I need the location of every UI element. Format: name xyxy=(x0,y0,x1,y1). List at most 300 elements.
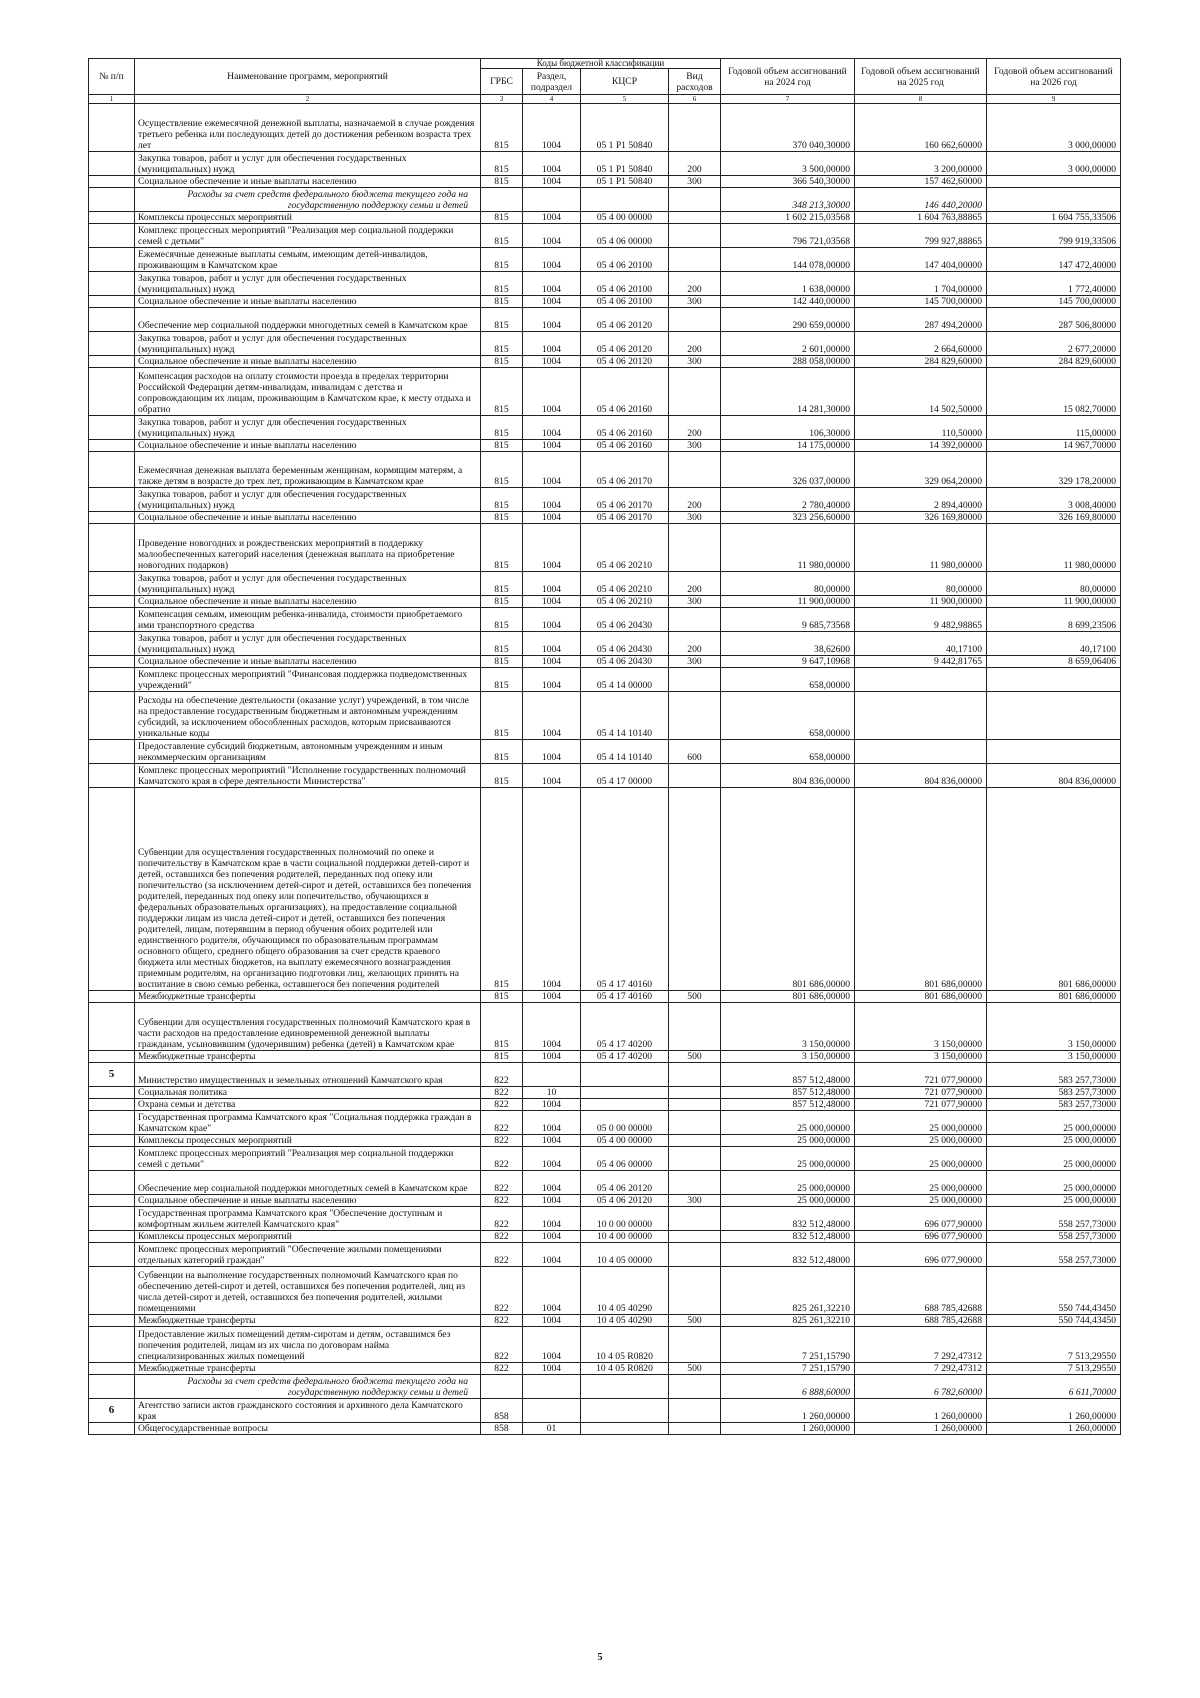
header-vid: Вид расходов xyxy=(669,69,721,95)
row-name: Комплекс процессных мероприятий "Исполнение государственных полномочий Камчатского края в сфере деятельности Министерства" xyxy=(135,764,481,788)
row-amount-2024: 25 000,00000 xyxy=(721,1111,855,1135)
row-kcsr xyxy=(581,1063,669,1087)
row-vid xyxy=(669,104,721,152)
row-razdel: 1004 xyxy=(523,1003,581,1051)
row-vid: 200 xyxy=(669,488,721,512)
row-grbs: 815 xyxy=(481,212,523,224)
row-amount-2025: 1 260,00000 xyxy=(855,1423,987,1435)
row-vid xyxy=(669,764,721,788)
row-grbs: 815 xyxy=(481,1003,523,1051)
row-amount-2026: 3 150,00000 xyxy=(987,1003,1121,1051)
row-amount-2025: 284 829,60000 xyxy=(855,356,987,368)
row-kcsr: 05 4 17 40160 xyxy=(581,991,669,1003)
row-razdel: 1004 xyxy=(523,572,581,596)
row-amount-2026: 3 008,40000 xyxy=(987,488,1121,512)
row-amount-2024: 1 602 215,03568 xyxy=(721,212,855,224)
row-amount-2024: 288 058,00000 xyxy=(721,356,855,368)
row-amount-2026: 801 686,00000 xyxy=(987,788,1121,991)
row-razdel: 1004 xyxy=(523,1363,581,1375)
row-amount-2024: 11 980,00000 xyxy=(721,524,855,572)
row-amount-2026: 2 677,20000 xyxy=(987,332,1121,356)
row-grbs: 858 xyxy=(481,1399,523,1423)
column-number: 8 xyxy=(855,95,987,104)
table-row xyxy=(89,452,1121,488)
row-amount-2025: 1 260,00000 xyxy=(855,1399,987,1423)
row-name: Ежемесячная денежная выплата беременным женщинам, кормящим матерям, а также детям в возрасте до трех лет, проживающим в Камчатском крае xyxy=(135,452,481,488)
row-grbs: 815 xyxy=(481,596,523,608)
table-row xyxy=(89,1171,1121,1195)
table-row xyxy=(89,1099,1121,1111)
row-name: Расходы за счет средств федерального бюджета текущего года на государственную поддержку семьи и детей xyxy=(135,1375,481,1399)
row-kcsr: 05 4 06 20170 xyxy=(581,452,669,488)
row-razdel: 1004 xyxy=(523,152,581,176)
row-number xyxy=(89,608,135,632)
row-grbs: 822 xyxy=(481,1099,523,1111)
row-amount-2026: 7 513,29550 xyxy=(987,1327,1121,1363)
row-amount-2024: 25 000,00000 xyxy=(721,1135,855,1147)
row-amount-2025: 3 150,00000 xyxy=(855,1051,987,1063)
row-razdel: 1004 xyxy=(523,104,581,152)
row-razdel: 1004 xyxy=(523,368,581,416)
row-kcsr: 05 4 14 00000 xyxy=(581,668,669,692)
row-vid: 300 xyxy=(669,1195,721,1207)
row-amount-2025: 9 442,81765 xyxy=(855,656,987,668)
row-amount-2026 xyxy=(987,740,1121,764)
row-amount-2024: 326 037,00000 xyxy=(721,452,855,488)
row-vid: 200 xyxy=(669,332,721,356)
table-row xyxy=(89,272,1121,296)
row-amount-2024: 832 512,48000 xyxy=(721,1243,855,1267)
column-number-row xyxy=(89,95,1121,104)
row-razdel: 1004 xyxy=(523,1111,581,1135)
column-number: 4 xyxy=(523,95,581,104)
row-amount-2024: 144 078,00000 xyxy=(721,248,855,272)
row-kcsr: 05 4 06 20160 xyxy=(581,368,669,416)
row-number xyxy=(89,296,135,308)
row-vid: 500 xyxy=(669,1363,721,1375)
row-amount-2024: 80,00000 xyxy=(721,572,855,596)
table-row xyxy=(89,1423,1121,1435)
row-number xyxy=(89,1003,135,1051)
row-vid xyxy=(669,1231,721,1243)
row-grbs: 815 xyxy=(481,512,523,524)
row-amount-2026: 15 082,70000 xyxy=(987,368,1121,416)
row-number: 6 xyxy=(89,1399,135,1423)
row-vid xyxy=(669,1327,721,1363)
row-grbs: 815 xyxy=(481,224,523,248)
row-amount-2026: 40,17100 xyxy=(987,632,1121,656)
row-number xyxy=(89,764,135,788)
row-number xyxy=(89,1195,135,1207)
row-amount-2026: 3 150,00000 xyxy=(987,1051,1121,1063)
row-name: Закупка товаров, работ и услуг для обеспечения государственных (муниципальных) нужд xyxy=(135,152,481,176)
row-number xyxy=(89,332,135,356)
row-name: Предоставление жилых помещений детям-сиротам и детям, оставшимся без попечения родителей, лицам из их числа по договорам найма специализированных жилых помещений xyxy=(135,1327,481,1363)
table-row xyxy=(89,152,1121,176)
row-amount-2025: 7 292,47312 xyxy=(855,1327,987,1363)
row-amount-2026 xyxy=(987,176,1121,188)
row-amount-2026: 1 772,40000 xyxy=(987,272,1121,296)
row-kcsr: 05 1 P1 50840 xyxy=(581,104,669,152)
row-amount-2025: 721 077,90000 xyxy=(855,1087,987,1099)
row-vid: 300 xyxy=(669,296,721,308)
row-grbs: 815 xyxy=(481,296,523,308)
row-name: Межбюджетные трансферты xyxy=(135,1051,481,1063)
row-number xyxy=(89,668,135,692)
row-grbs: 822 xyxy=(481,1195,523,1207)
budget-document xyxy=(88,58,1120,1435)
table-row xyxy=(89,176,1121,188)
row-amount-2024: 7 251,15790 xyxy=(721,1363,855,1375)
row-name: Субвенции для осуществления государственных полномочий по опеке и попечительству в Камчатском крае в части социальной поддержки детей-сирот и детей, оставшихся без попечения родителей, переданных под опеку или попечительство (за исключением детей-сирот и детей, оставшихся без попечения родителей, переданных под опеку или попечительство, обучающихся в федеральных образовательных организациях), на предоставление социальной поддержки лицам из числа детей-сирот и детей, оставшихся без попечения родителей, лицам, потерявшим в период обучения обоих родителей или единственного родителя, обучающимся по образовательным программам основного общего, среднего общего образования за счет средств краевого бюджета или местных бюджетов, на выплату ежемесячного вознаграждения приемным родителям, на организацию подготовки лиц, желающих принять на воспитание в свою семью ребенка, оставшегося без попечения родителей xyxy=(135,788,481,991)
row-amount-2026: 3 000,00000 xyxy=(987,152,1121,176)
table-row xyxy=(89,224,1121,248)
table-row xyxy=(89,1195,1121,1207)
row-name: Социальное обеспечение и иные выплаты населению xyxy=(135,356,481,368)
row-amount-2025: 80,00000 xyxy=(855,572,987,596)
row-grbs: 822 xyxy=(481,1267,523,1315)
row-kcsr: 10 4 05 R0820 xyxy=(581,1363,669,1375)
header-grbs: ГРБС xyxy=(481,69,523,95)
row-amount-2024: 14 175,00000 xyxy=(721,440,855,452)
row-amount-2026: 558 257,73000 xyxy=(987,1207,1121,1231)
row-name: Субвенции для осуществления государственных полномочий Камчатского края в части расходов на предоставление единовременной денежной выплаты гражданам, усыновившим (удочерившим) ребенка (детей) в Камчатском крае xyxy=(135,1003,481,1051)
row-amount-2026: 80,00000 xyxy=(987,572,1121,596)
row-number xyxy=(89,596,135,608)
table-row xyxy=(89,188,1121,212)
row-vid: 600 xyxy=(669,740,721,764)
row-razdel: 1004 xyxy=(523,512,581,524)
row-vid: 300 xyxy=(669,440,721,452)
header-2026: Годовой объем ассигнований на 2026 год xyxy=(987,59,1121,95)
table-row xyxy=(89,1363,1121,1375)
row-amount-2026: 7 513,29550 xyxy=(987,1363,1121,1375)
row-vid: 300 xyxy=(669,356,721,368)
table-row xyxy=(89,656,1121,668)
row-razdel: 1004 xyxy=(523,248,581,272)
row-vid xyxy=(669,212,721,224)
row-amount-2026: 329 178,20000 xyxy=(987,452,1121,488)
row-kcsr: 10 4 05 00000 xyxy=(581,1243,669,1267)
row-vid xyxy=(669,1171,721,1195)
row-razdel: 01 xyxy=(523,1423,581,1435)
row-amount-2025: 25 000,00000 xyxy=(855,1171,987,1195)
row-number xyxy=(89,440,135,452)
row-number xyxy=(89,572,135,596)
row-amount-2025 xyxy=(855,668,987,692)
row-amount-2026: 550 744,43450 xyxy=(987,1315,1121,1327)
row-number xyxy=(89,188,135,212)
row-kcsr: 05 4 06 20100 xyxy=(581,296,669,308)
row-razdel: 1004 xyxy=(523,1267,581,1315)
row-name: Государственная программа Камчатского края "Обеспечение доступным и комфортным жильем жителей Камчатского края" xyxy=(135,1207,481,1231)
row-name: Комплексы процессных мероприятий xyxy=(135,212,481,224)
row-razdel: 1004 xyxy=(523,440,581,452)
row-amount-2025: 25 000,00000 xyxy=(855,1111,987,1135)
table-row xyxy=(89,1147,1121,1171)
row-razdel: 1004 xyxy=(523,1243,581,1267)
row-vid: 300 xyxy=(669,512,721,524)
row-amount-2024: 6 888,60000 xyxy=(721,1375,855,1399)
row-name: Межбюджетные трансферты xyxy=(135,1363,481,1375)
row-amount-2024: 14 281,30000 xyxy=(721,368,855,416)
row-number xyxy=(89,512,135,524)
row-amount-2024: 825 261,32210 xyxy=(721,1267,855,1315)
row-number xyxy=(89,368,135,416)
table-row xyxy=(89,1087,1121,1099)
row-grbs: 815 xyxy=(481,668,523,692)
row-amount-2024: 7 251,15790 xyxy=(721,1327,855,1363)
header-2024: Годовой объем ассигнований на 2024 год xyxy=(721,59,855,95)
row-kcsr: 10 4 00 00000 xyxy=(581,1231,669,1243)
table-row xyxy=(89,1399,1121,1423)
row-amount-2024: 366 540,30000 xyxy=(721,176,855,188)
row-name: Закупка товаров, работ и услуг для обеспечения государственных (муниципальных) нужд xyxy=(135,632,481,656)
row-amount-2024: 348 213,30000 xyxy=(721,188,855,212)
row-number xyxy=(89,1135,135,1147)
row-number xyxy=(89,1243,135,1267)
table-row xyxy=(89,512,1121,524)
row-vid: 200 xyxy=(669,272,721,296)
row-amount-2026: 11 980,00000 xyxy=(987,524,1121,572)
row-grbs: 822 xyxy=(481,1111,523,1135)
row-number xyxy=(89,1099,135,1111)
row-grbs: 815 xyxy=(481,524,523,572)
row-amount-2026: 25 000,00000 xyxy=(987,1195,1121,1207)
table-row xyxy=(89,1207,1121,1231)
row-vid xyxy=(669,1207,721,1231)
row-amount-2025: 7 292,47312 xyxy=(855,1363,987,1375)
row-amount-2025: 688 785,42688 xyxy=(855,1315,987,1327)
row-kcsr: 05 4 06 20430 xyxy=(581,608,669,632)
row-grbs: 822 xyxy=(481,1363,523,1375)
row-name: Охрана семьи и детства xyxy=(135,1099,481,1111)
row-amount-2025: 329 064,20000 xyxy=(855,452,987,488)
row-name: Социальное обеспечение и иные выплаты населению xyxy=(135,656,481,668)
row-kcsr xyxy=(581,1423,669,1435)
row-amount-2026: 8 659,06406 xyxy=(987,656,1121,668)
row-amount-2024: 323 256,60000 xyxy=(721,512,855,524)
row-razdel: 1004 xyxy=(523,1135,581,1147)
row-number xyxy=(89,152,135,176)
row-name: Компенсация семьям, имеющим ребенка-инвалида, стоимости приобретаемого ими транспортного средства xyxy=(135,608,481,632)
row-kcsr: 05 4 06 20120 xyxy=(581,1195,669,1207)
table-body xyxy=(89,104,1121,1435)
row-kcsr: 05 4 00 00000 xyxy=(581,1135,669,1147)
row-amount-2024: 25 000,00000 xyxy=(721,1171,855,1195)
row-number xyxy=(89,1087,135,1099)
row-number xyxy=(89,1315,135,1327)
row-number xyxy=(89,1231,135,1243)
row-name: Предоставление субсидий бюджетным, автономным учреждениям и иным некоммерческим организациям xyxy=(135,740,481,764)
row-amount-2024: 857 512,48000 xyxy=(721,1087,855,1099)
row-grbs: 815 xyxy=(481,440,523,452)
row-vid xyxy=(669,308,721,332)
table-row xyxy=(89,596,1121,608)
row-number xyxy=(89,1051,135,1063)
column-number: 2 xyxy=(135,95,481,104)
row-amount-2026: 804 836,00000 xyxy=(987,764,1121,788)
row-razdel: 1004 xyxy=(523,1147,581,1171)
row-number xyxy=(89,656,135,668)
table-row xyxy=(89,632,1121,656)
row-amount-2025: 326 169,80000 xyxy=(855,512,987,524)
row-razdel: 1004 xyxy=(523,524,581,572)
row-name: Закупка товаров, работ и услуг для обеспечения государственных (муниципальных) нужд xyxy=(135,572,481,596)
row-razdel xyxy=(523,1375,581,1399)
row-grbs: 822 xyxy=(481,1315,523,1327)
row-amount-2025: 3 150,00000 xyxy=(855,1003,987,1051)
row-amount-2026: 145 700,00000 xyxy=(987,296,1121,308)
row-grbs: 815 xyxy=(481,368,523,416)
row-number xyxy=(89,1147,135,1171)
row-name: Обеспечение мер социальной поддержки многодетных семей в Камчатском крае xyxy=(135,308,481,332)
row-number xyxy=(89,692,135,740)
row-vid xyxy=(669,188,721,212)
row-amount-2024: 3 500,00000 xyxy=(721,152,855,176)
row-grbs: 815 xyxy=(481,332,523,356)
row-amount-2024: 9 685,73568 xyxy=(721,608,855,632)
row-number xyxy=(89,1267,135,1315)
table-row xyxy=(89,1315,1121,1327)
table-row xyxy=(89,368,1121,416)
row-razdel: 1004 xyxy=(523,1207,581,1231)
row-grbs: 858 xyxy=(481,1423,523,1435)
row-razdel: 1004 xyxy=(523,740,581,764)
row-razdel: 1004 xyxy=(523,212,581,224)
table-row xyxy=(89,1267,1121,1315)
row-razdel xyxy=(523,1399,581,1423)
row-amount-2025: 157 462,60000 xyxy=(855,176,987,188)
row-amount-2025: 721 077,90000 xyxy=(855,1063,987,1087)
row-vid xyxy=(669,1087,721,1099)
row-kcsr: 05 4 06 20210 xyxy=(581,596,669,608)
row-vid xyxy=(669,224,721,248)
row-amount-2024: 2 780,40000 xyxy=(721,488,855,512)
row-grbs: 822 xyxy=(481,1063,523,1087)
row-number xyxy=(89,272,135,296)
row-name: Социальная политика xyxy=(135,1087,481,1099)
row-amount-2024: 2 601,00000 xyxy=(721,332,855,356)
row-vid xyxy=(669,1135,721,1147)
row-name: Закупка товаров, работ и услуг для обеспечения государственных (муниципальных) нужд xyxy=(135,332,481,356)
row-number xyxy=(89,104,135,152)
row-number: 5 xyxy=(89,1063,135,1087)
row-razdel: 1004 xyxy=(523,176,581,188)
row-razdel: 1004 xyxy=(523,1231,581,1243)
row-vid xyxy=(669,368,721,416)
row-razdel: 1004 xyxy=(523,1315,581,1327)
row-amount-2026: 287 506,80000 xyxy=(987,308,1121,332)
table-row xyxy=(89,668,1121,692)
row-razdel: 1004 xyxy=(523,332,581,356)
row-vid xyxy=(669,1003,721,1051)
row-kcsr: 05 4 06 20210 xyxy=(581,572,669,596)
row-name: Субвенции на выполнение государственных полномочий Камчатского края по обеспечению детей-сирот и детей, оставшихся без попечения родителей, лиц из числа детей-сирот и детей, оставшихся без попечения родителей, жилыми помещениями xyxy=(135,1267,481,1315)
row-razdel: 1004 xyxy=(523,1327,581,1363)
row-vid: 500 xyxy=(669,1051,721,1063)
row-name: Осуществление ежемесячной денежной выплаты, назначаемой в случае рождения третьего ребенка или последующих детей до достижения ребенком возраста трех лет xyxy=(135,104,481,152)
row-grbs: 815 xyxy=(481,572,523,596)
table-row xyxy=(89,356,1121,368)
row-number xyxy=(89,524,135,572)
row-amount-2025: 804 836,00000 xyxy=(855,764,987,788)
row-name: Социальное обеспечение и иные выплаты населению xyxy=(135,176,481,188)
row-amount-2025: 801 686,00000 xyxy=(855,788,987,991)
row-number xyxy=(89,1207,135,1231)
row-amount-2025: 1 704,00000 xyxy=(855,272,987,296)
row-vid: 300 xyxy=(669,176,721,188)
row-razdel: 1004 xyxy=(523,656,581,668)
row-amount-2024: 11 900,00000 xyxy=(721,596,855,608)
row-amount-2025: 11 900,00000 xyxy=(855,596,987,608)
column-number: 6 xyxy=(669,95,721,104)
row-grbs: 815 xyxy=(481,656,523,668)
row-kcsr: 10 0 00 00000 xyxy=(581,1207,669,1231)
row-amount-2024: 1 260,00000 xyxy=(721,1399,855,1423)
row-razdel: 1004 xyxy=(523,788,581,991)
row-vid xyxy=(669,524,721,572)
row-vid xyxy=(669,1267,721,1315)
row-vid xyxy=(669,692,721,740)
row-amount-2026: 6 611,70000 xyxy=(987,1375,1121,1399)
row-kcsr: 05 4 06 20100 xyxy=(581,248,669,272)
table-row xyxy=(89,524,1121,572)
row-amount-2024: 106,30000 xyxy=(721,416,855,440)
row-kcsr: 05 4 06 20170 xyxy=(581,512,669,524)
row-grbs: 822 xyxy=(481,1231,523,1243)
row-amount-2024: 801 686,00000 xyxy=(721,788,855,991)
table-row xyxy=(89,416,1121,440)
row-razdel: 1004 xyxy=(523,488,581,512)
table-row xyxy=(89,1063,1121,1087)
row-amount-2026 xyxy=(987,692,1121,740)
row-name: Министерство имущественных и земельных отношений Камчатского края xyxy=(135,1063,481,1087)
row-grbs: 822 xyxy=(481,1243,523,1267)
row-number xyxy=(89,1363,135,1375)
row-name: Комплексы процессных мероприятий xyxy=(135,1231,481,1243)
row-amount-2024: 9 647,10968 xyxy=(721,656,855,668)
row-amount-2025: 696 077,90000 xyxy=(855,1207,987,1231)
row-amount-2024: 658,00000 xyxy=(721,740,855,764)
page-number: 5 xyxy=(597,1652,603,1663)
row-grbs: 815 xyxy=(481,104,523,152)
row-razdel: 1004 xyxy=(523,668,581,692)
row-amount-2025 xyxy=(855,692,987,740)
row-amount-2024: 658,00000 xyxy=(721,692,855,740)
row-amount-2024: 3 150,00000 xyxy=(721,1003,855,1051)
row-name: Расходы за счет средств федерального бюджета текущего года на государственную поддержку семьи и детей xyxy=(135,188,481,212)
row-name: Закупка товаров, работ и услуг для обеспечения государственных (муниципальных) нужд xyxy=(135,488,481,512)
row-grbs: 822 xyxy=(481,1147,523,1171)
row-amount-2024: 832 512,48000 xyxy=(721,1231,855,1243)
row-amount-2026: 550 744,43450 xyxy=(987,1267,1121,1315)
row-amount-2025: 145 700,00000 xyxy=(855,296,987,308)
table-row xyxy=(89,1243,1121,1267)
row-number xyxy=(89,176,135,188)
row-amount-2025: 147 404,00000 xyxy=(855,248,987,272)
row-grbs: 815 xyxy=(481,692,523,740)
row-grbs: 822 xyxy=(481,1207,523,1231)
row-razdel: 1004 xyxy=(523,764,581,788)
row-vid xyxy=(669,668,721,692)
row-kcsr: 05 4 06 20100 xyxy=(581,272,669,296)
row-number xyxy=(89,1327,135,1363)
row-kcsr xyxy=(581,1399,669,1423)
row-amount-2026: 1 260,00000 xyxy=(987,1399,1121,1423)
table-row xyxy=(89,1135,1121,1147)
row-amount-2026: 147 472,40000 xyxy=(987,248,1121,272)
